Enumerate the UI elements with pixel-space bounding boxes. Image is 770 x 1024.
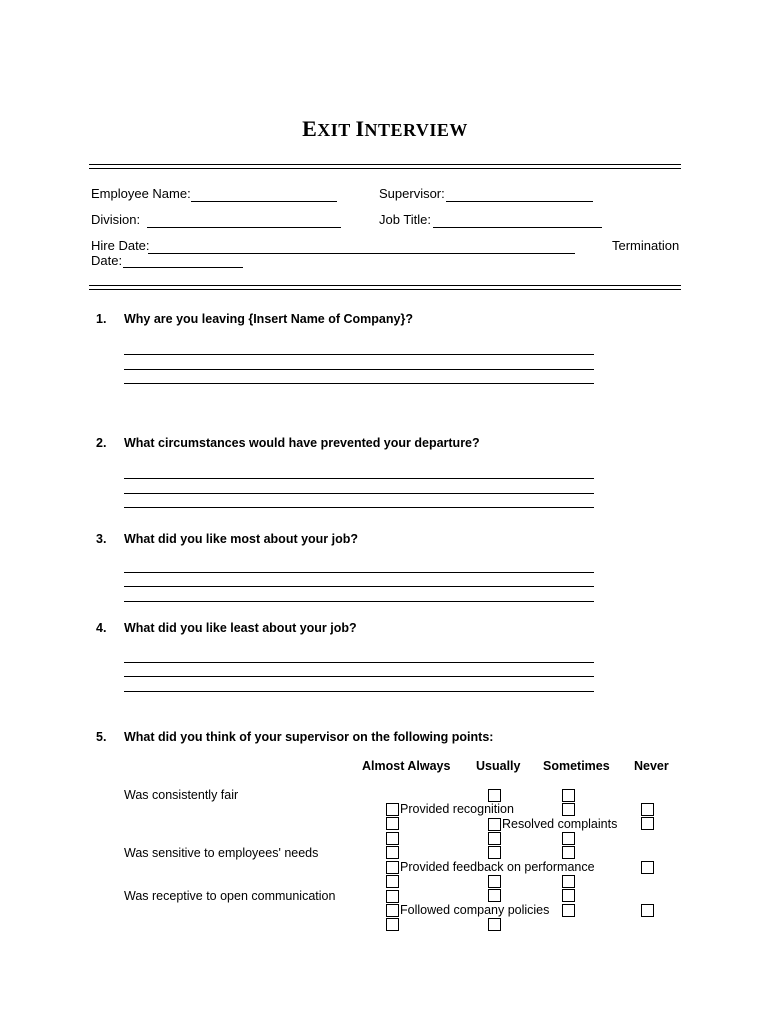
header-rule-bottom — [89, 168, 681, 169]
item-followed-policies: Followed company policies — [400, 903, 550, 917]
rating-checkbox[interactable] — [488, 889, 501, 902]
rating-checkbox[interactable] — [641, 817, 654, 830]
answer-line[interactable] — [124, 383, 594, 384]
termination-date-label: Date: — [91, 253, 123, 268]
question-number: 1. — [96, 312, 107, 326]
column-never: Never — [634, 759, 669, 773]
rating-checkbox[interactable] — [562, 904, 575, 917]
hire-date-field[interactable] — [148, 253, 575, 254]
rating-checkbox[interactable] — [562, 875, 575, 888]
answer-line[interactable] — [124, 478, 594, 479]
rating-checkbox[interactable] — [641, 861, 654, 874]
question-text: What did you think of your supervisor on the following points: — [124, 730, 494, 744]
form-title: EXIT INTERVIEW — [302, 116, 468, 141]
rating-checkbox[interactable] — [562, 889, 575, 902]
question-number: 3. — [96, 532, 107, 546]
question-text: Why are you leaving {Insert Name of Company}? — [124, 312, 413, 326]
rating-checkbox[interactable] — [562, 789, 575, 802]
division-label: Division: — [91, 212, 141, 227]
item-resolved-complaints: Resolved complaints — [502, 817, 618, 831]
employee-name-field[interactable] — [191, 201, 337, 202]
termination-date-field[interactable] — [123, 267, 243, 268]
info-rule-bottom — [89, 289, 681, 290]
rating-checkbox[interactable] — [488, 918, 501, 931]
rating-checkbox[interactable] — [488, 875, 501, 888]
answer-line[interactable] — [124, 676, 594, 677]
rating-checkbox[interactable] — [386, 890, 399, 903]
statement-sensitive-to-needs: Was sensitive to employees' needs — [124, 846, 319, 860]
rating-checkbox[interactable] — [386, 861, 399, 874]
rating-checkbox[interactable] — [386, 846, 399, 859]
rating-checkbox[interactable] — [562, 832, 575, 845]
rating-checkbox[interactable] — [488, 846, 501, 859]
info-rule-top — [89, 285, 681, 286]
rating-checkbox[interactable] — [641, 803, 654, 816]
termination-label: Termination — [612, 238, 680, 253]
question-number: 2. — [96, 436, 107, 450]
item-provided-feedback: Provided feedback on performance — [400, 860, 595, 874]
answer-line[interactable] — [124, 601, 594, 602]
answer-line[interactable] — [124, 354, 594, 355]
supervisor-field[interactable] — [446, 201, 593, 202]
answer-line[interactable] — [124, 691, 594, 692]
item-provided-recognition: Provided recognition — [400, 802, 514, 816]
answer-line[interactable] — [124, 662, 594, 663]
rating-checkbox[interactable] — [488, 789, 501, 802]
rating-checkbox[interactable] — [386, 803, 399, 816]
statement-consistently-fair: Was consistently fair — [124, 788, 239, 802]
rating-checkbox[interactable] — [386, 918, 399, 931]
question-number: 4. — [96, 621, 107, 635]
answer-line[interactable] — [124, 572, 594, 573]
hire-date-label: Hire Date: — [91, 238, 150, 253]
column-almost-always: Almost Always — [362, 759, 451, 773]
rating-checkbox[interactable] — [641, 904, 654, 917]
answer-line[interactable] — [124, 493, 594, 494]
rating-checkbox[interactable] — [386, 817, 399, 830]
column-usually: Usually — [476, 759, 521, 773]
header-rule-top — [89, 164, 681, 165]
supervisor-label: Supervisor: — [379, 186, 445, 201]
job-title-field[interactable] — [433, 227, 602, 228]
job-title-label: Job Title: — [379, 212, 432, 227]
employee-name-label: Employee Name: — [91, 186, 191, 201]
rating-checkbox[interactable] — [386, 904, 399, 917]
answer-line[interactable] — [124, 586, 594, 587]
answer-line[interactable] — [124, 507, 594, 508]
question-text: What did you like most about your job? — [124, 532, 359, 546]
question-text: What circumstances would have prevented your departure? — [124, 436, 480, 450]
rating-checkbox[interactable] — [562, 803, 575, 816]
rating-checkbox[interactable] — [488, 818, 501, 831]
question-text: What did you like least about your job? — [124, 621, 357, 635]
statement-receptive-communication: Was receptive to open communication — [124, 889, 336, 903]
answer-line[interactable] — [124, 369, 594, 370]
rating-checkbox[interactable] — [386, 875, 399, 888]
division-field[interactable] — [147, 227, 341, 228]
rating-checkbox[interactable] — [386, 832, 399, 845]
column-sometimes: Sometimes — [543, 759, 610, 773]
rating-checkbox[interactable] — [488, 832, 501, 845]
rating-checkbox[interactable] — [562, 846, 575, 859]
question-number: 5. — [96, 730, 107, 744]
